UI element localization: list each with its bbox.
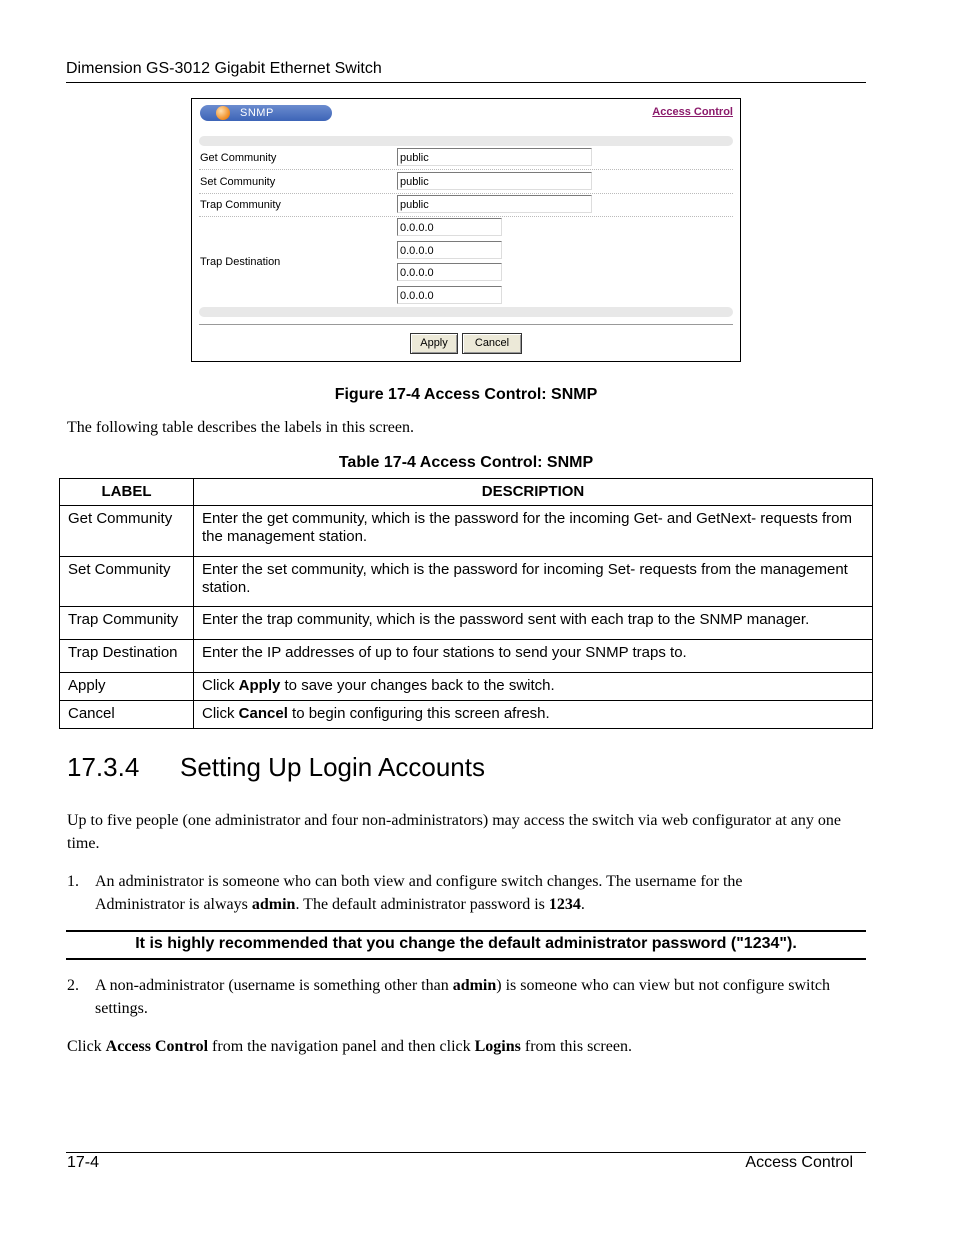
text: . The default administrator password is xyxy=(295,896,549,913)
text: ) is someone who can view but not configure switch settings. xyxy=(95,977,830,1017)
row-label: Set Community xyxy=(60,557,194,607)
trap-community-input[interactable]: public xyxy=(397,195,592,213)
trap-destination-input-2[interactable]: 0.0.0.0 xyxy=(397,241,502,259)
section-title: Setting Up Login Accounts xyxy=(180,752,485,782)
table-row xyxy=(60,640,873,673)
snmp-tab-label: SNMP xyxy=(240,107,274,119)
desc-text: Click xyxy=(202,705,239,722)
row-label: Trap Community xyxy=(60,607,194,640)
text: . xyxy=(580,896,585,913)
table-row xyxy=(60,701,873,729)
trap-community-row xyxy=(199,195,733,217)
snmp-tab[interactable] xyxy=(200,105,332,121)
desc-bold: Apply xyxy=(238,677,281,694)
snmp-screenshot xyxy=(191,98,741,362)
trap-destination-row xyxy=(199,218,733,308)
column-header-label: LABEL xyxy=(60,479,194,506)
page-number: 17-4 xyxy=(67,1154,100,1171)
warning-bottom-rule xyxy=(66,958,866,960)
table-row xyxy=(60,673,873,701)
desc-text: to begin configuring this screen afresh. xyxy=(287,705,550,722)
bold-text: admin xyxy=(251,896,296,913)
body-paragraph-2 xyxy=(67,1035,857,1058)
bold-text: 1234 xyxy=(548,896,581,913)
text: Click xyxy=(67,1038,106,1055)
access-control-link[interactable]: Access Control xyxy=(652,106,733,118)
body-paragraph-1: Up to five people (one administrator and four non-administrators) may access the switch via web configurator at any one time. xyxy=(67,812,841,852)
row-description: Enter the IP addresses of up to four stations to send your SNMP traps to. xyxy=(194,640,873,673)
warning-top-rule xyxy=(66,930,866,932)
row-label: Trap Destination xyxy=(60,640,194,673)
text: An administrator is someone who can both view and configure switch changes. The username for the Administrator is always xyxy=(95,873,743,913)
text: from the navigation panel and then click xyxy=(208,1038,475,1055)
trap-destination-label: Trap Destination xyxy=(200,256,281,268)
row-description xyxy=(194,673,873,701)
bold-text: admin xyxy=(452,977,497,994)
get-community-input[interactable]: public xyxy=(397,148,592,166)
desc-bold: Cancel xyxy=(238,705,288,722)
table-header-row xyxy=(60,479,873,506)
footer-section: Access Control xyxy=(745,1154,853,1171)
orb-icon xyxy=(216,106,230,120)
desc-text: Click xyxy=(202,677,239,694)
trap-community-label: Trap Community xyxy=(200,199,281,211)
row-label: Apply xyxy=(60,673,194,701)
column-header-description: DESCRIPTION xyxy=(194,479,873,506)
table-row xyxy=(60,607,873,640)
trap-destination-input-3[interactable]: 0.0.0.0 xyxy=(397,263,502,281)
set-community-input[interactable]: public xyxy=(397,172,592,190)
list-item-2 xyxy=(95,974,855,1020)
get-community-label: Get Community xyxy=(200,152,277,164)
running-header: Dimension GS-3012 Gigabit Ethernet Switch xyxy=(66,60,382,77)
desc-text: to save your changes back to the switch. xyxy=(280,677,555,694)
set-community-row xyxy=(199,171,733,194)
footer-rule xyxy=(66,1152,866,1153)
bold-text: Access Control xyxy=(105,1038,209,1055)
header-rule xyxy=(66,82,866,83)
table-caption: Table 17-4 Access Control: SNMP xyxy=(338,454,594,471)
figure-caption: Figure 17-4 Access Control: SNMP xyxy=(334,386,598,403)
list-item-1 xyxy=(95,870,835,916)
intro-text: The following table describes the labels in this screen. xyxy=(67,419,415,436)
cancel-button[interactable]: Cancel xyxy=(462,333,522,354)
section-heading xyxy=(67,752,485,783)
warning-note: It is highly recommended that you change the default administrator password ("1234"). xyxy=(135,935,797,952)
row-description: Enter the set community, which is the password for incoming Set- requests from the management station. xyxy=(194,557,873,607)
table-row xyxy=(60,557,873,607)
text: A non-administrator (username is something other than xyxy=(95,977,453,994)
trap-destination-input-4[interactable]: 0.0.0.0 xyxy=(397,286,502,304)
description-table xyxy=(59,478,873,729)
bold-text: Logins xyxy=(474,1038,521,1055)
row-label: Get Community xyxy=(60,506,194,557)
bottom-gray-bar xyxy=(199,307,733,317)
row-label: Cancel xyxy=(60,701,194,729)
top-gray-bar xyxy=(199,136,733,146)
section-number: 17.3.4 xyxy=(67,752,140,782)
trap-destination-input-1[interactable]: 0.0.0.0 xyxy=(397,218,502,236)
apply-button[interactable]: Apply xyxy=(410,333,458,354)
table-row xyxy=(60,506,873,557)
row-description: Enter the trap community, which is the password sent with each trap to the SNMP manager. xyxy=(194,607,873,640)
text: from this screen. xyxy=(520,1038,632,1055)
list-number-2: 2. xyxy=(67,977,79,994)
row-description xyxy=(194,701,873,729)
set-community-label: Set Community xyxy=(200,176,276,188)
get-community-row xyxy=(199,148,733,170)
list-number-1: 1. xyxy=(67,873,79,890)
row-description: Enter the get community, which is the password for the incoming Get- and GetNext- requests from the management station. xyxy=(194,506,873,557)
form-divider xyxy=(199,324,733,325)
